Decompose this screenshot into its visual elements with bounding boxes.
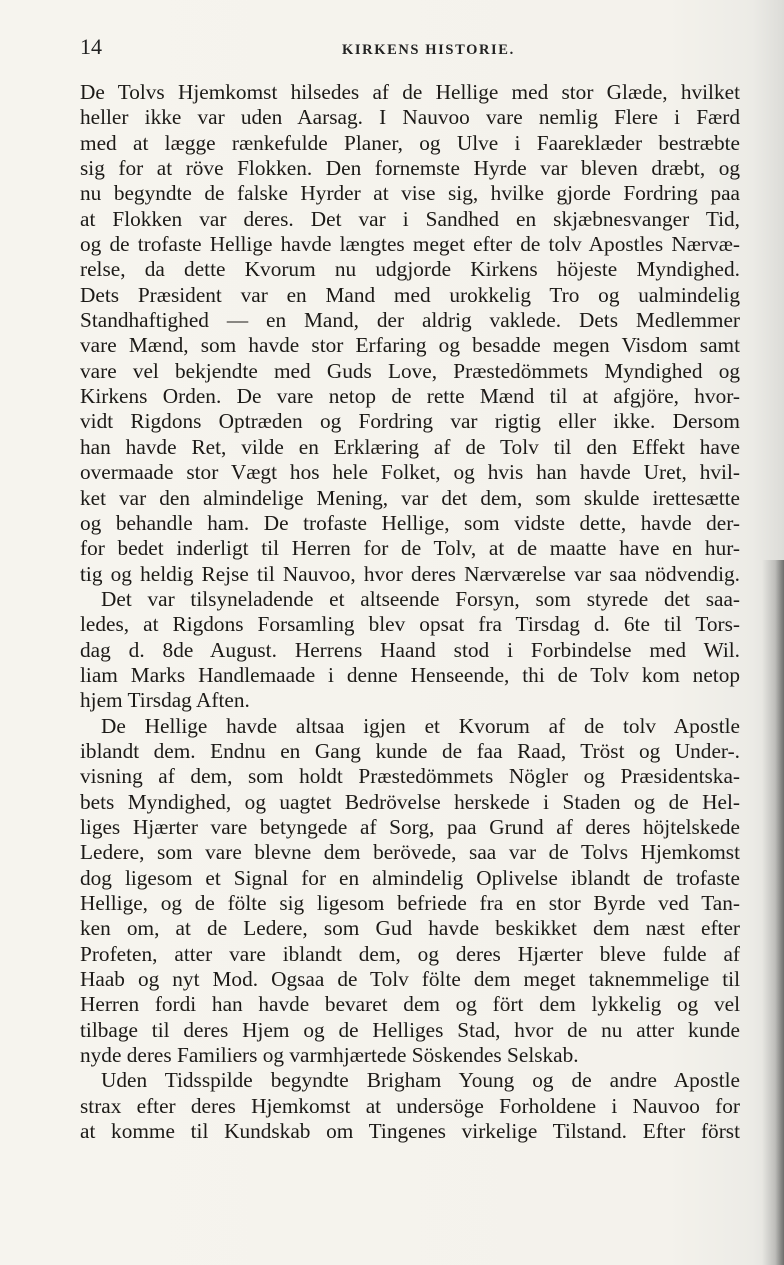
text-line: og behandle ham. De trofaste Hellige, som vidste dette, havde der- <box>80 510 740 535</box>
text-line: tig og heldig Rejse til Nauvoo, hvor deres Nærværelse var saa nödvendig. <box>80 561 740 586</box>
text-line: Ledere, som vare blevne dem berövede, saa var de Tolvs Hjemkomst <box>80 840 740 865</box>
text-line: ledes, at Rigdons Forsamling blev opsat fra Tirsdag d. 6te til Tors- <box>80 612 740 637</box>
text-line: Kirkens Orden. De vare netop de rette Mænd til at afgjöre, hvor- <box>80 384 740 409</box>
text-line: Det var tilsyneladende et altseende Forsyn, som styrede det saa- <box>101 586 740 611</box>
text-line: relse, da dette Kvorum nu udgjorde Kirkens höjeste Myndighed. <box>80 257 740 282</box>
text-line: han havde Ret, vilde en Erklæring af de Tolv til den Effekt have <box>80 434 740 459</box>
text-line: De Tolvs Hjemkomst hilsedes af de Hellige med stor Glæde, hvilket <box>80 80 740 104</box>
text-line: ken om, at de Ledere, som Gud havde beskikket dem næst efter <box>80 916 740 941</box>
text-line: dag d. 8de August. Herrens Haand stod i Forbindelse med Wil. <box>80 637 740 662</box>
text-line: nu begyndte de falske Hyrder at vise sig, hvilke gjorde Fordring paa <box>80 181 740 206</box>
text-line: overmaade stor Vægt hos hele Folket, og hvis han havde Uret, hvil- <box>80 460 740 485</box>
text-line: strax efter deres Hjemkomst at undersöge Forholdene i Nauvoo for <box>80 1093 740 1118</box>
text-line: ket var den almindelige Mening, var det dem, som skulde irettesætte <box>80 485 740 510</box>
text-line: vare Mænd, som havde stor Erfaring og besadde megen Visdom samt <box>80 333 740 358</box>
text-line: Haab og nyt Mod. Ogsaa de Tolv fölte dem meget taknemmelige til <box>80 967 740 992</box>
text-line: heller ikke var uden Aarsag. I Nauvoo vare nemlig Flere i Færd <box>80 105 740 130</box>
text-line: nyde deres Familiers og varmhjærtede Söskendes Selskab. <box>80 1043 579 1068</box>
text-line: liam Marks Handlemaade i denne Henseende, thi de Tolv kom netop <box>80 662 740 687</box>
text-line: at komme til Kundskab om Tingenes virkelige Tilstand. Efter först <box>80 1119 740 1144</box>
text-line: sig for at röve Flokken. Den fornemste Hyrde var bleven dræbt, og <box>80 156 740 181</box>
text-line: tilbage til deres Hjem og de Helliges Stad, hvor de nu atter kunde <box>80 1017 740 1042</box>
running-head <box>80 34 740 64</box>
text-line: med at lægge rænkefulde Planer, og Ulve i Faareklæder bestræbte <box>80 130 740 155</box>
text-line: dog ligesom et Signal for en almindelig Oplivelse iblandt de trofaste <box>80 865 740 890</box>
text-line: for bedet inderligt til Herren for de Tolv, at de maatte have en hur- <box>80 536 740 561</box>
page-edge-shadow <box>762 560 784 1265</box>
text-line: De Hellige havde altsaa igjen et Kvorum af de tolv Apostle <box>101 713 740 738</box>
running-title: KIRKENS HISTORIE. <box>342 42 515 58</box>
body-text <box>80 80 740 1144</box>
text-line: visning af dem, som holdt Præstedömmets Nögler og Præsidentska- <box>80 764 740 789</box>
text-line: bets Myndighed, og uagtet Bedrövelse herskede i Staden og de Hel- <box>80 789 740 814</box>
text-line: Profeten, atter vare iblandt dem, og deres Hjærter bleve fulde af <box>80 941 740 966</box>
text-line: hjem Tirsdag Aften. <box>80 688 250 713</box>
text-line: liges Hjærter vare betyngede af Sorg, paa Grund af deres höjtelskede <box>80 814 740 839</box>
text-line: Herren fordi han havde bevaret dem og fört dem lykkelig og vel <box>80 992 740 1017</box>
page-number: 14 <box>80 34 102 59</box>
text-line: Dets Præsident var en Mand med urokkelig Tro og ualmindelig <box>80 282 740 307</box>
text-line: iblandt dem. Endnu en Gang kunde de faa Raad, Tröst og Under-. <box>80 738 740 763</box>
text-line: og de trofaste Hellige havde længtes meget efter de tolv Apostles Nærvæ- <box>80 232 740 257</box>
text-line: Hellige, og de fölte sig ligesom befriede fra en stor Byrde ved Tan- <box>80 891 740 915</box>
text-line: Uden Tidsspilde begyndte Brigham Young og de andre Apostle <box>101 1068 740 1093</box>
text-line: at Flokken var deres. Det var i Sandhed en skjæbnesvanger Tid, <box>80 206 740 231</box>
text-line: vare vel bekjendte med Guds Love, Præstedömmets Myndighed og <box>80 358 740 383</box>
text-line: vidt Rigdons Optræden og Fordring var rigtig eller ikke. Dersom <box>80 409 740 434</box>
text-line: Standhaftighed — en Mand, der aldrig vaklede. Dets Medlemmer <box>80 308 740 333</box>
